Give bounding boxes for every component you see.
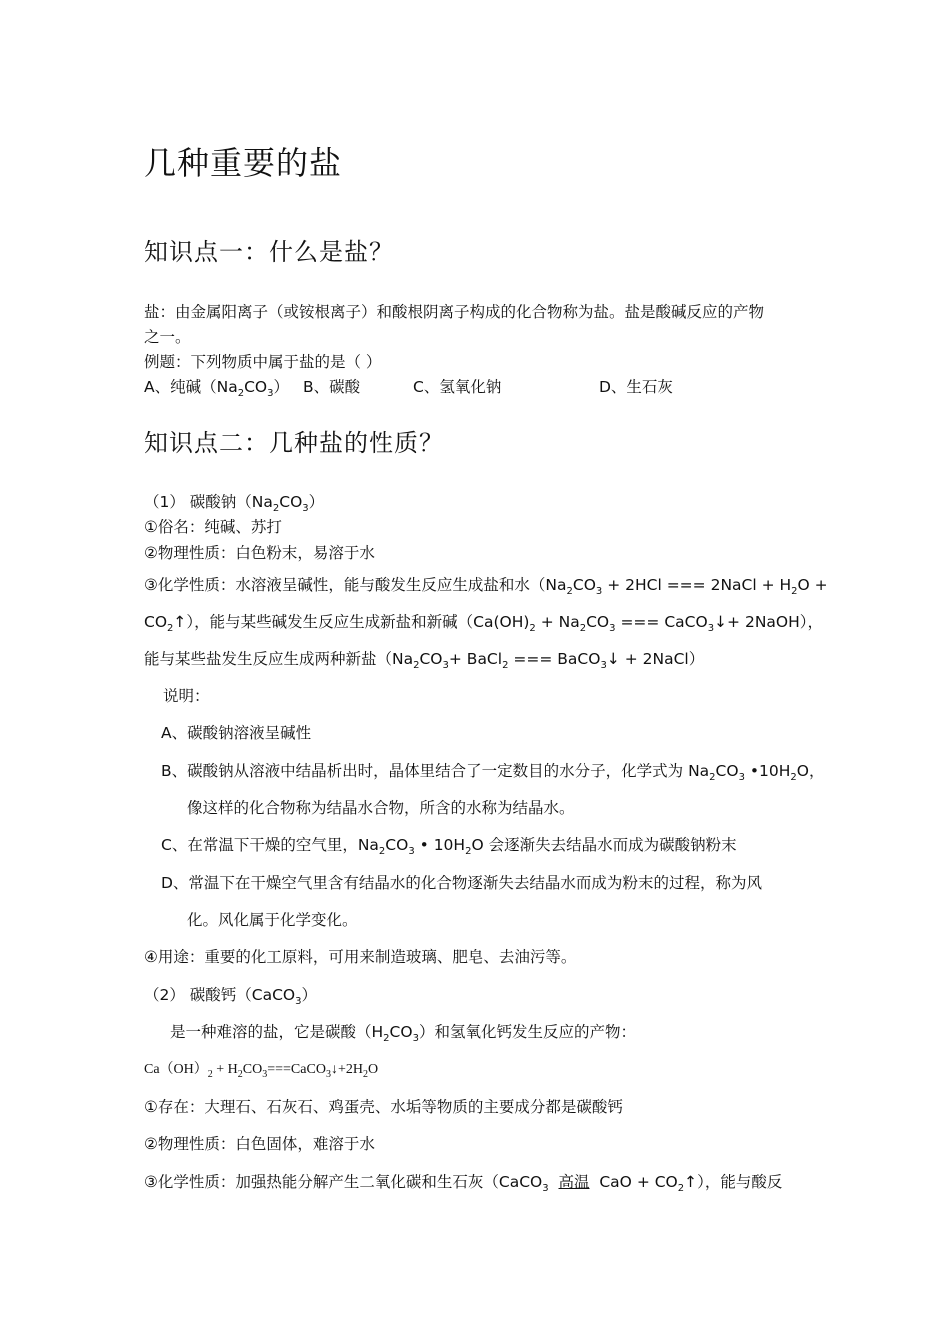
text-run: ③化学性质：加强热能分解产生二氧化碳和生石灰（CaCO xyxy=(144,1173,543,1191)
text-run: Ca（OH） xyxy=(144,1062,208,1077)
caco3-chemical-line xyxy=(144,1171,782,1193)
subscript: 3 xyxy=(738,772,745,783)
subscript: 3 xyxy=(609,623,616,634)
subscript: 2 xyxy=(529,623,536,634)
text-run: CO xyxy=(144,613,168,631)
text-run: ） xyxy=(301,986,318,1004)
note-d-line-1: D、常温下在干燥空气里含有结晶水的化合物逐渐失去结晶水而成为粉末的过程，称为风 xyxy=(161,874,762,892)
text-run: 是一种难溶的盐，它是碳酸（H xyxy=(170,1023,384,1041)
text-run: O + xyxy=(797,576,828,594)
subscript: 2 xyxy=(362,1069,368,1080)
section-heading-2: 知识点二：几种盐的性质？ xyxy=(144,429,444,457)
subscript: 2 xyxy=(677,1183,685,1194)
example-question: 例题：下列物质中属于盐的是（ ） xyxy=(144,353,382,371)
definition-line-2: 之一。 xyxy=(144,328,191,346)
option-d: D、生石灰 xyxy=(599,378,673,396)
text-run: CO xyxy=(572,576,596,594)
reaction-condition: 高温 xyxy=(558,1173,590,1191)
subscript: 2 xyxy=(378,846,386,857)
subscript: 2 xyxy=(791,586,798,597)
text-run: O， xyxy=(796,762,825,780)
subscript: 3 xyxy=(595,586,603,597)
text-run: CO xyxy=(385,836,409,854)
existence-line: ①存在：大理石、石灰石、鸡蛋壳、水垢等物质的主要成分都是碳酸钙 xyxy=(144,1098,623,1116)
caco3-description xyxy=(170,1021,636,1043)
note-c xyxy=(161,834,737,856)
text-run: ） xyxy=(308,493,325,511)
text-run: === CaCO xyxy=(615,613,708,631)
text-run: ）和氢氧化钙发生反应的产物： xyxy=(418,1023,636,1041)
text-run: ③化学性质：水溶液呈碱性，能与酸发生反应生成盐和水（Na xyxy=(144,576,567,594)
chemical-property-line-1 xyxy=(144,574,828,596)
alias-line: ①俗名：纯碱、苏打 xyxy=(144,518,282,536)
option-a-text: CO xyxy=(244,378,268,396)
option-c: C、氢氧化钠 xyxy=(413,378,502,396)
text-run: CO xyxy=(279,493,303,511)
text-run: O xyxy=(367,1062,379,1077)
note-d-line-2: 化。风化属于化学变化。 xyxy=(187,911,358,929)
note-label: 说明： xyxy=(163,687,210,705)
text-run: + 2HCl === 2NaCl + H xyxy=(602,576,792,594)
subsection-title-na2co3 xyxy=(144,491,324,513)
definition-line-1: 盐：由金属阳离子（或铵根离子）和酸根阴离子构成的化合物称为盐。盐是酸碱反应的产物 xyxy=(144,303,765,321)
subscript: 3 xyxy=(295,996,302,1007)
subscript: 2 xyxy=(413,660,420,671)
text-run: ↓+ 2NaOH）， xyxy=(714,613,824,631)
text-run: CO xyxy=(389,1023,413,1041)
chemical-property-line-2 xyxy=(144,611,823,633)
text-run: （2） 碳酸钙（CaCO xyxy=(144,986,296,1004)
subscript: 2 xyxy=(272,503,280,514)
subscript: 2 xyxy=(167,623,174,634)
text-run: CO xyxy=(242,1062,263,1077)
option-a-text: ） xyxy=(273,378,289,396)
text-run: + Na xyxy=(535,613,580,631)
text-run: • 10H xyxy=(414,836,466,854)
text-run: ↑），能与酸反 xyxy=(684,1173,783,1191)
note-a: A、碳酸钠溶液呈碱性 xyxy=(161,724,312,742)
subscript: 3 xyxy=(408,846,415,857)
subscript: 2 xyxy=(790,772,797,783)
text-run: B、碳酸钠从溶液中结晶析出时，晶体里结合了一定数目的水分子，化学式为 Na xyxy=(161,762,710,780)
subscript: 3 xyxy=(542,1183,549,1194)
subscript: 2 xyxy=(502,660,509,671)
subsection-title-caco3 xyxy=(144,984,317,1006)
subscript: 3 xyxy=(262,1069,268,1080)
subscript: 2 xyxy=(465,846,472,857)
subscript: 2 xyxy=(237,388,245,399)
text-run: CO xyxy=(715,762,739,780)
text-run: O 会逐渐失去结晶水而成为碳酸钠粉末 xyxy=(471,836,737,854)
section-heading-1: 知识点一：什么是盐？ xyxy=(144,238,394,266)
subscript: 2 xyxy=(709,772,716,783)
text-run: CO xyxy=(586,613,610,631)
note-b-line-2: 像这样的化合物称为结晶水合物，所含的水称为结晶水。 xyxy=(187,799,575,817)
subscript: 3 xyxy=(707,623,715,634)
text-run: ↑），能与某些碱发生反应生成新盐和新碱（Ca(OH) xyxy=(173,613,530,631)
text-run: （1） 碳酸钠（Na xyxy=(144,493,273,511)
page-title: 几种重要的盐 xyxy=(144,144,343,182)
subscript: 3 xyxy=(325,1069,331,1080)
subscript: 3 xyxy=(267,388,274,399)
text-run: + BaCl xyxy=(448,650,503,668)
text-run: + H xyxy=(212,1062,238,1077)
subscript: 2 xyxy=(383,1033,390,1044)
physical-property-line: ②物理性质：白色粉末，易溶于水 xyxy=(144,544,375,562)
subscript: 2 xyxy=(207,1069,213,1080)
text-run: ↓ + 2NaCl） xyxy=(606,650,705,668)
caco3-equation xyxy=(144,1059,378,1081)
option-a-text: A、纯碱（Na xyxy=(144,378,238,396)
text-run: 能与某些盐发生反应生成两种新盐（Na xyxy=(144,650,414,668)
option-a xyxy=(144,376,289,398)
text-run: ===CaCO xyxy=(267,1062,326,1077)
subscript: 2 xyxy=(237,1069,243,1080)
text-run: === BaCO xyxy=(508,650,601,668)
note-b-line-1 xyxy=(161,760,824,782)
subscript: 3 xyxy=(302,503,309,514)
text-run: C、在常温下干燥的空气里，Na xyxy=(161,836,379,854)
chemical-property-line-3 xyxy=(144,648,704,670)
use-line: ④用途：重要的化工原料，可用来制造玻璃、肥皂、去油污等。 xyxy=(144,948,577,966)
subscript: 3 xyxy=(412,1033,419,1044)
subscript: 3 xyxy=(442,660,449,671)
caco3-physical-line: ②物理性质：白色固体，难溶于水 xyxy=(144,1135,375,1153)
text-run: CO xyxy=(419,650,443,668)
text-run: CaO + CO xyxy=(594,1173,678,1191)
option-b: B、碳酸 xyxy=(303,378,361,396)
subscript: 3 xyxy=(600,660,607,671)
text-run: ↓+2H xyxy=(330,1062,363,1077)
subscript: 2 xyxy=(566,586,573,597)
text-run: •10H xyxy=(744,762,791,780)
subscript: 2 xyxy=(579,623,587,634)
